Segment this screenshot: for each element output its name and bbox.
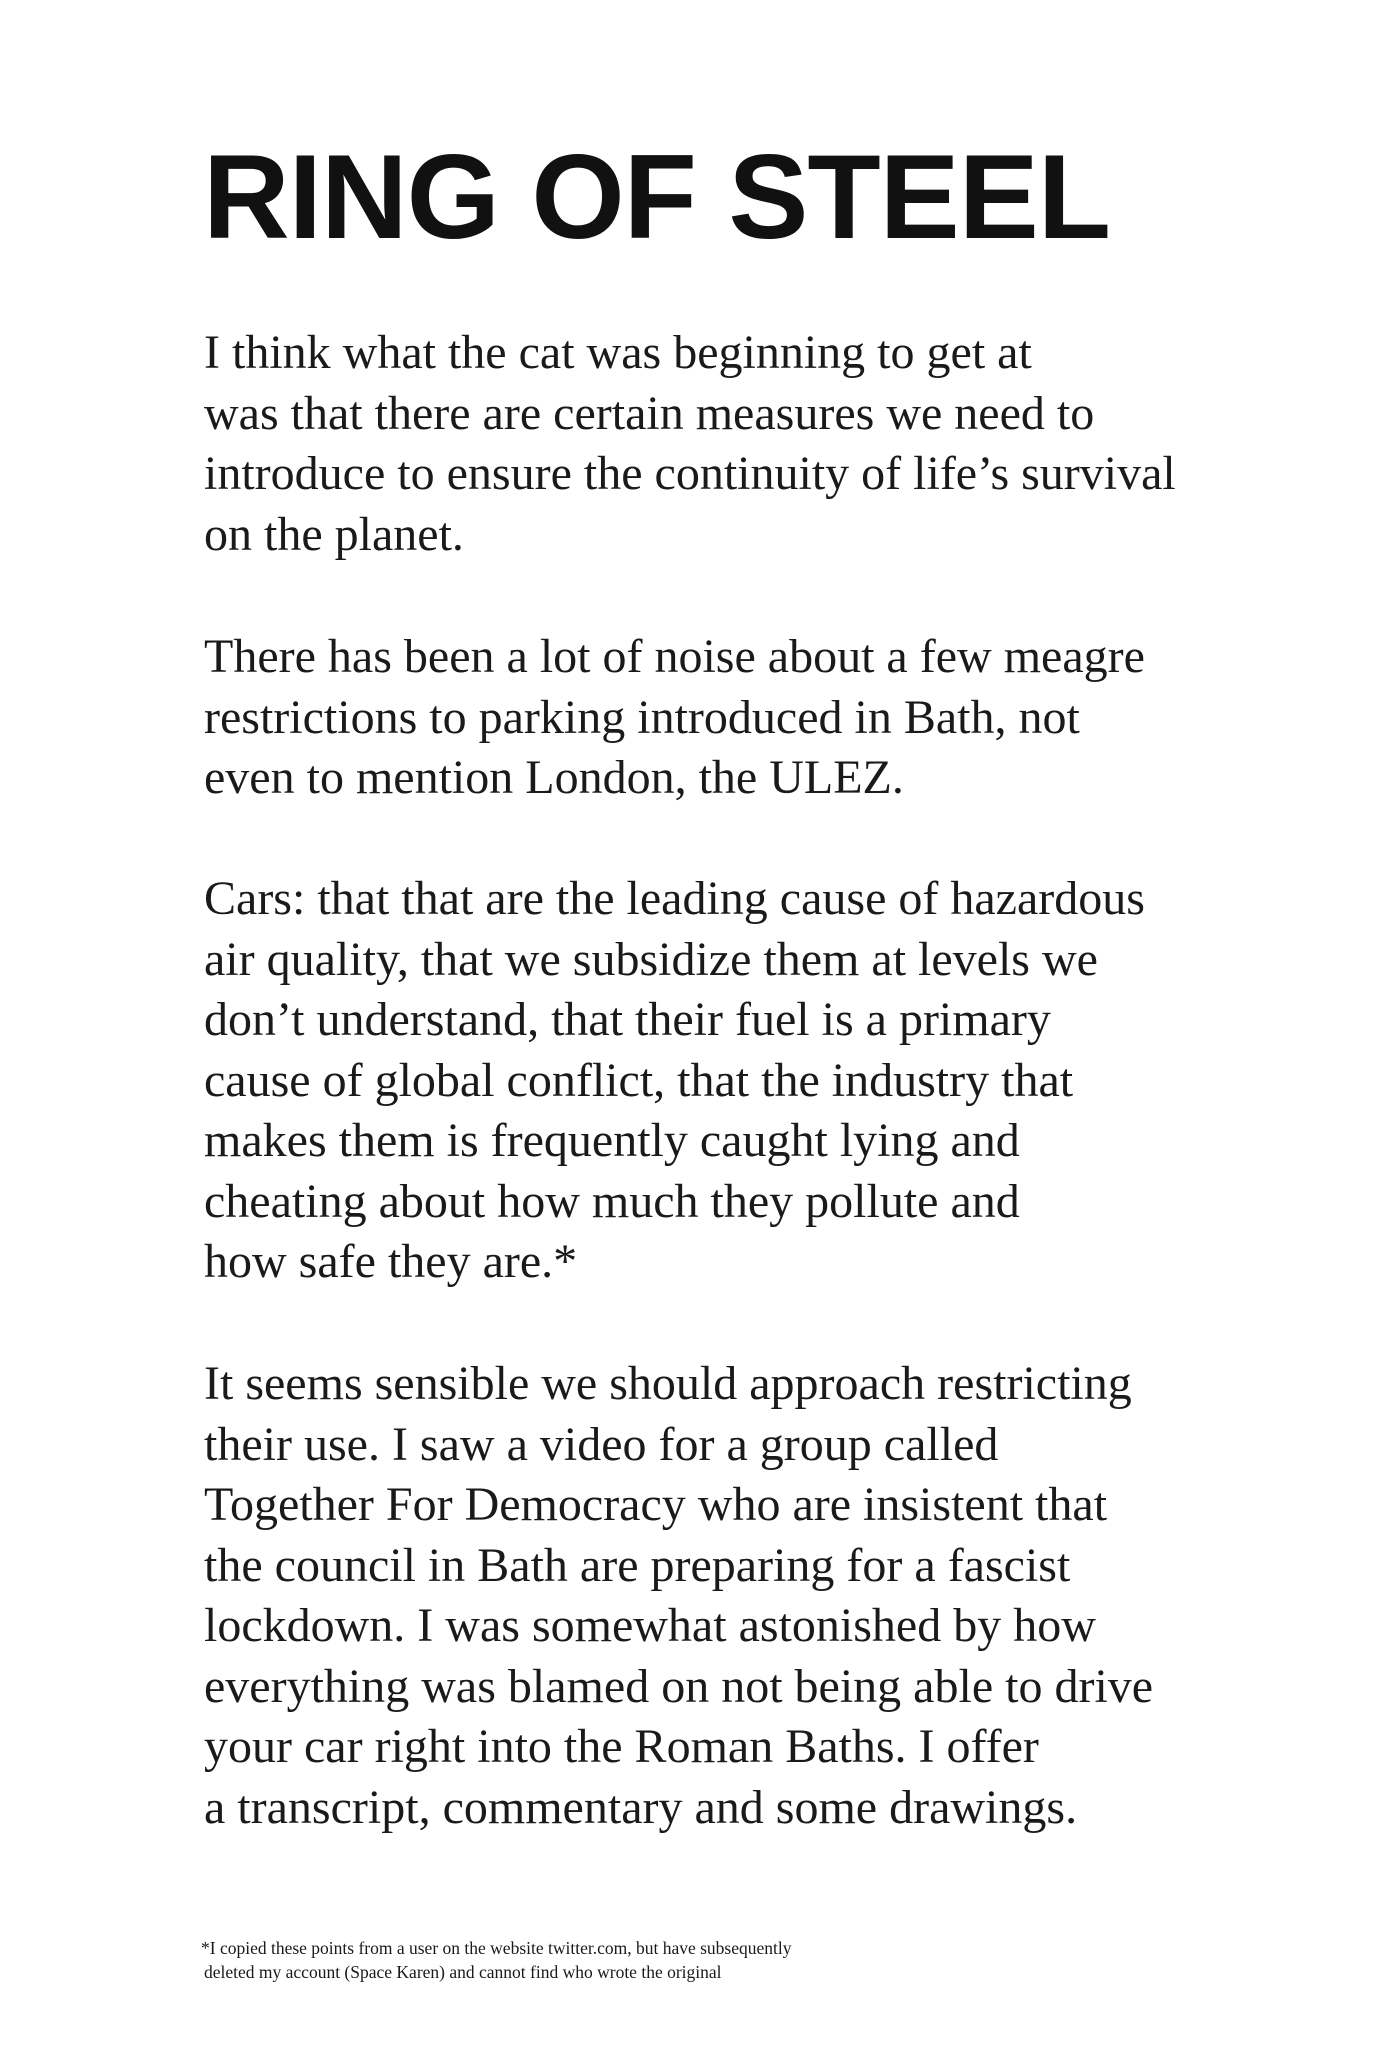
text-line: was that there are certain measures we need to <box>204 386 1095 440</box>
text-line: on the planet. <box>204 507 464 561</box>
text-line: It seems sensible we should approach restricting <box>204 1357 1132 1410</box>
footnote <box>201 1936 792 1984</box>
text-line: their use. I saw a video for a group called <box>204 1417 999 1471</box>
paragraph-cars <box>204 869 1204 1293</box>
text-line: the council in Bath are preparing for a fascist <box>204 1538 1071 1592</box>
text-line: restrictions to parking introduced in Bath, not <box>204 690 1080 744</box>
paragraph-restricting <box>204 1354 1204 1838</box>
text-line: makes them is frequently caught lying and <box>204 1114 1020 1167</box>
text-line: Together For Democracy who are insistent that <box>204 1478 1108 1531</box>
text-line: lockdown. I was somewhat astonished by how <box>204 1599 1096 1652</box>
text-line: I think what the cat was beginning to get at <box>204 326 1032 379</box>
text-line: don’t understand, that their fuel is a primary <box>204 993 1051 1046</box>
footnote-line: deleted my account (Space Karen) and cannot find who wrote the original <box>204 1962 722 1982</box>
text-line: Cars: that that are the leading cause of hazardous <box>204 872 1145 925</box>
footnote-line: *I copied these points from a user on the website twitter.com, but have subsequently <box>201 1938 792 1958</box>
text-line: cheating about how much they pollute and <box>204 1174 1020 1228</box>
paragraph-intro <box>204 323 1204 565</box>
text-line: air quality, that we subsidize them at levels we <box>204 932 1098 986</box>
text-line: your car right into the Roman Baths. I offer <box>204 1720 1039 1773</box>
text-line: cause of global conflict, that the industry that <box>204 1053 1074 1107</box>
paragraph-parking <box>204 627 1204 809</box>
text-line: introduce to ensure the continuity of life’s survival <box>204 447 1176 500</box>
text-line: even to mention London, the ULEZ. <box>204 751 904 804</box>
text-line: how safe they are.* <box>204 1235 578 1288</box>
text-line: a transcript, commentary and some drawings. <box>204 1780 1078 1834</box>
page-title: RING OF STEEL <box>203 130 1111 264</box>
text-line: everything was blamed on not being able to drive <box>204 1659 1154 1713</box>
text-line: There has been a lot of noise about a few meagre <box>204 630 1145 683</box>
